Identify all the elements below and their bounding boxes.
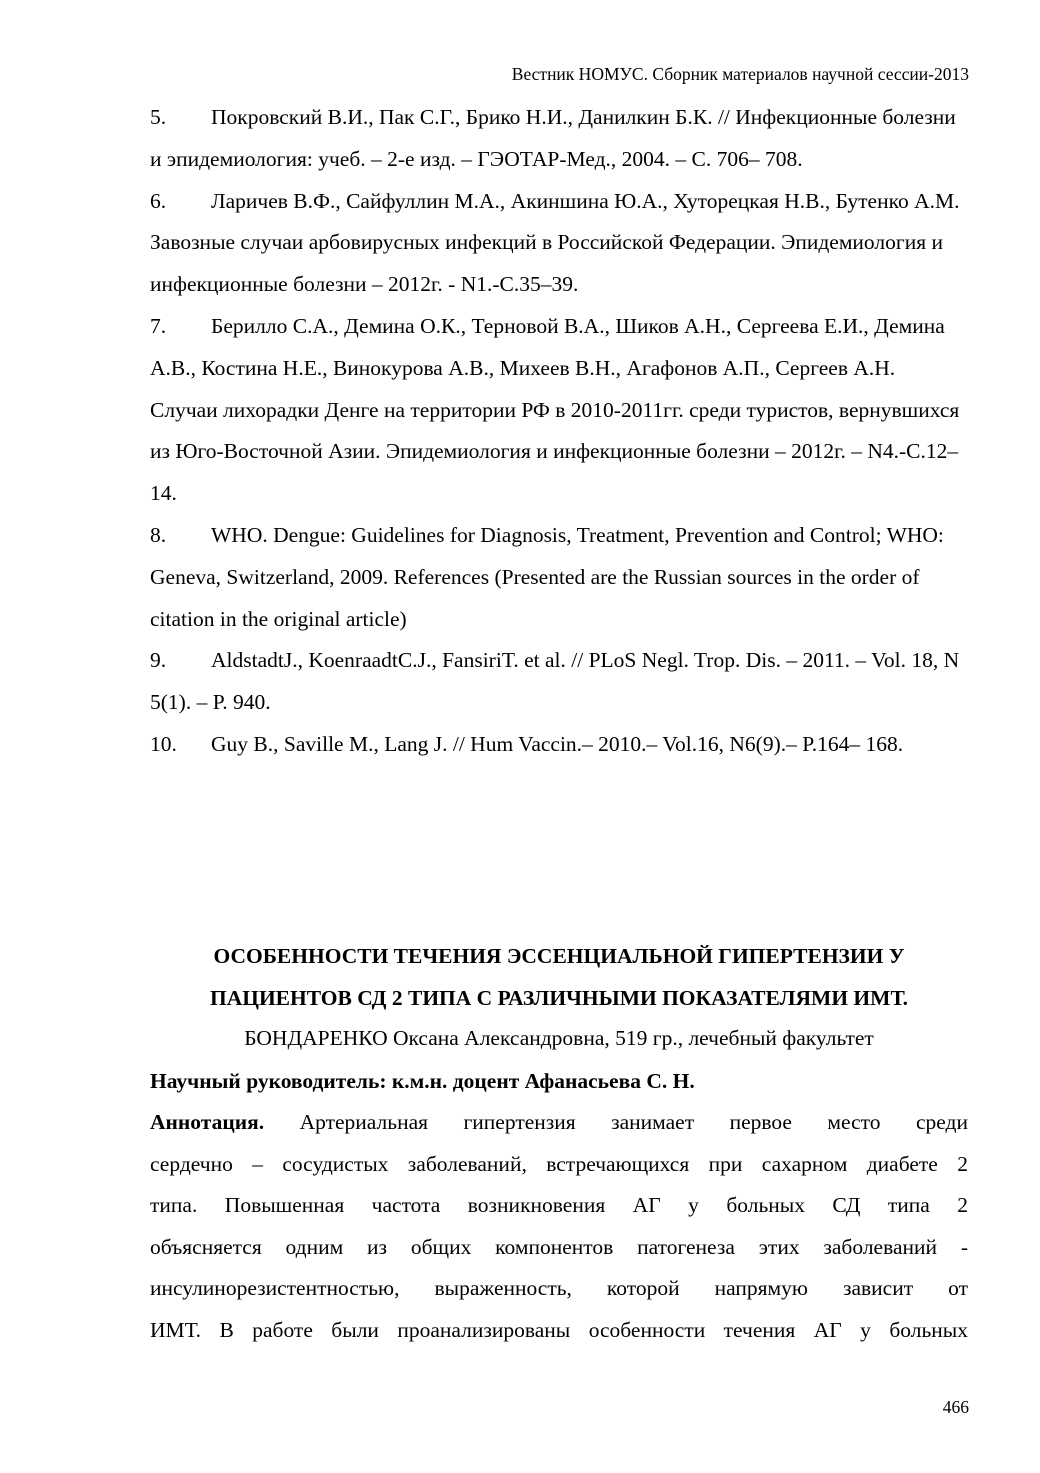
- reference-text: Guy B., Saville M., Lang J. // Hum Vaccin.– 2010.– Vol.16, N6(9).– P.164– 168.: [211, 731, 904, 756]
- abstract-text: Артериальная гипертензия занимает первое место среди: [299, 1110, 968, 1134]
- reference-text: WHO. Dengue: Guidelines for Diagnosis, Treatment, Prevention and Control; WHO: Geneva, Switzerland, 2009. References (Presented are the Russian sources in the order of citation in the original article): [150, 522, 944, 631]
- article-title-line: ПАЦИЕНТОВ СД 2 ТИПА С РАЗЛИЧНЫМИ ПОКАЗАТЕЛЯМИ ИМТ.: [209, 986, 909, 1010]
- abstract-line: [150, 1102, 968, 1144]
- article-title-line: ОСОБЕННОСТИ ТЕЧЕНИЯ ЭССЕНЦИАЛЬНОЙ ГИПЕРТЕНЗИИ У: [213, 944, 905, 968]
- reference-text: Ларичев В.Ф., Сайфуллин М.А., Акиншина Ю.А., Хуторецкая Н.В., Бутенко А.М. Завозные случаи арбовирусных инфекций в Российской Федерации. Эпидемиология и инфекционные болезни – 2012г. - N1.-С.35–39.: [150, 188, 960, 297]
- abstract: [150, 1102, 968, 1352]
- reference-item: [150, 306, 968, 515]
- reference-number: 10.: [150, 731, 177, 756]
- abstract-line: инсулинорезистентностью, выраженность, которой напрямую зависит от: [150, 1276, 968, 1301]
- reference-item: [150, 640, 968, 724]
- reference-list: [150, 97, 968, 766]
- reference-text: AldstadtJ., KoenraadtC.J., FansiriT. et al. // PLoS Negl. Trop. Dis. – 2011. – Vol. 18, N 5(1). – P. 940.: [150, 648, 960, 715]
- reference-item: [150, 97, 968, 181]
- scientific-supervisor: Научный руководитель: к.м.н. доцент Афанасьева С. Н.: [150, 1069, 695, 1093]
- reference-number: 8.: [150, 522, 167, 547]
- reference-item: [150, 724, 968, 766]
- article-author: БОНДАРЕНКО Оксана Александровна, 519 гр., лечебный факультет: [244, 1026, 874, 1050]
- page-number: 466: [942, 1397, 969, 1417]
- running-header: Вестник НОМУС. Сборник материалов научной сессии-2013: [511, 64, 969, 84]
- reference-number: 6.: [150, 188, 167, 213]
- reference-text: Берилло С.А., Демина О.К., Терновой В.А., Шиков А.Н., Сергеева Е.И., Демина А.В., Костина Н.Е., Винокурова А.В., Михеев В.Н., Агафонов А.П., Сергеев А.Н. Случаи лихорадки Денге на территории РФ в 2010-2011гг. среди туристов, вернувшихся из Юго-Восточной Азии. Эпидемиология и инфекционные болезни – 2012г. – N4.-С.12–14.: [150, 313, 960, 506]
- abstract-line: ИМТ. В работе были проанализированы особенности течения АГ у больных: [150, 1317, 968, 1342]
- abstract-label: Аннотация.: [150, 1110, 265, 1134]
- reference-item: [150, 181, 968, 306]
- abstract-line: сердечно – сосудистых заболеваний, встречающихся при сахарном диабете 2: [150, 1151, 968, 1176]
- reference-number: 9.: [150, 648, 167, 673]
- abstract-line: типа. Повышенная частота возникновения АГ у больных СД типа 2: [150, 1193, 968, 1218]
- article-title: [150, 935, 968, 1019]
- abstract-line: объясняется одним из общих компонентов патогенеза этих заболеваний -: [150, 1234, 968, 1259]
- reference-item: [150, 515, 968, 640]
- reference-number: 5.: [150, 105, 167, 129]
- reference-text: Покровский В.И., Пак С.Г., Брико Н.И., Данилкин Б.К. // Инфекционные болезни и эпидемиология: учеб. – 2-е изд. – ГЭОТАР-Мед., 2004. – С. 706– 708.: [150, 105, 956, 171]
- reference-number: 7.: [150, 313, 167, 338]
